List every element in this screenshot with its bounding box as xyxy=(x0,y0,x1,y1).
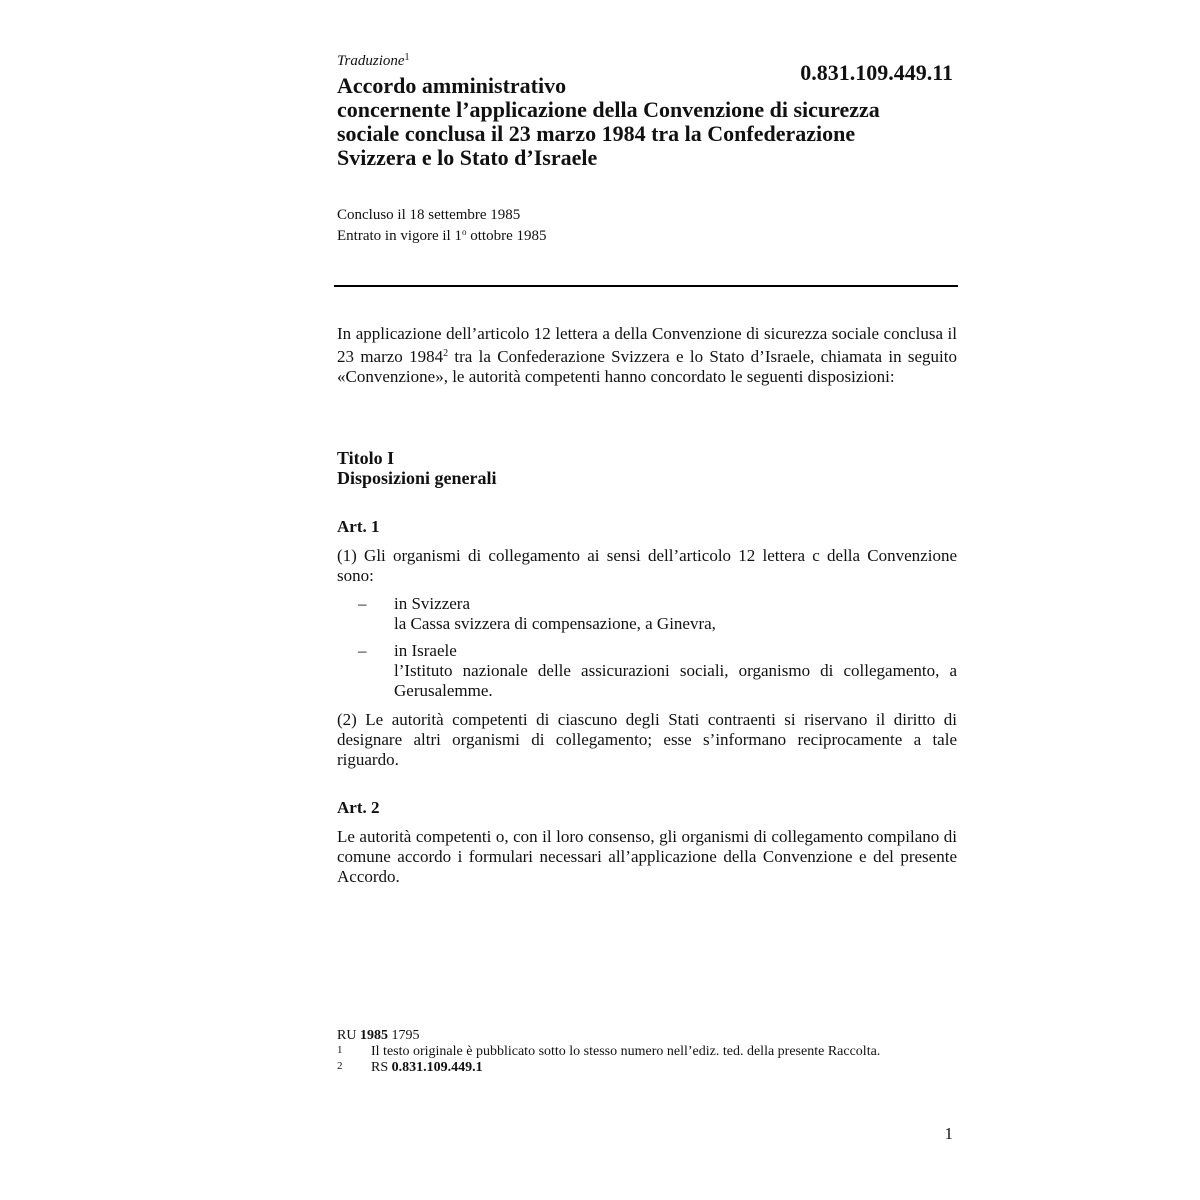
title-line: Accordo amministrativo xyxy=(337,73,567,98)
header-divider xyxy=(334,285,958,287)
section-heading xyxy=(337,448,497,488)
document-title xyxy=(337,74,957,170)
translation-label: Traduzione xyxy=(337,53,405,69)
article-1-paragraph-1: (1) Gli organismi di collegamento ai sensi dell’articolo 12 lettera c della Convenzione sono: xyxy=(337,546,957,585)
page-footer xyxy=(337,1028,957,1076)
system-number: 0.831.109.449.11 xyxy=(800,60,953,85)
article-1-heading: Art. 1 xyxy=(337,517,380,536)
footnote-ref-1[interactable]: 1 xyxy=(404,52,410,63)
sr-number-link[interactable]: 0.831.109.449.1 xyxy=(391,1060,483,1075)
official-collection-ref: RU 1985 1795 xyxy=(337,1028,420,1043)
list-dash: – xyxy=(358,594,367,613)
footnote-ref-2[interactable]: 2 xyxy=(443,348,449,359)
dates-block xyxy=(337,207,546,245)
list-item-text: in Svizzera la Cassa svizzera di compensazione, a Ginevra, xyxy=(394,594,716,633)
list-item-text: in Israele l’Istituto nazionale delle assicurazioni sociali, organismo di collegamento, a Gerusalemme. xyxy=(394,641,957,700)
footnote-number: 2 xyxy=(337,1060,343,1072)
concluded-date: Concluso il 18 settembre 1985 xyxy=(337,207,521,223)
document-page xyxy=(337,0,957,1200)
title-line: sociale conclusa il 23 marzo 1984 tra la Confederazione xyxy=(337,121,856,146)
title-line: Svizzera e lo Stato d’Israele xyxy=(337,145,598,170)
footnote-1 xyxy=(337,1044,931,1060)
footnote-text: Il testo originale è pubblicato sotto lo stesso numero nell’ediz. ted. della presente Raccolta. xyxy=(371,1044,881,1059)
preamble-paragraph: In applicazione dell’articolo 12 lettera a della Convenzione di sicurezza sociale conclusa il 23 marzo 1984$^2$ tra la Confederazione Svizzera e lo Stato d’Israele, chiamata in seguito «Convenzione», le autorità competenti hanno concordato le seguenti disposizioni: xyxy=(337,324,957,386)
section-number: Titolo I xyxy=(337,448,395,468)
article-2-heading: Art. 2 xyxy=(337,798,380,817)
article-2-paragraph: Le autorità competenti o, con il loro consenso, gli organismi di collegamento compilano di comune accordo i formulari necessari all’applicazione della Convenzione e del presente Accordo. xyxy=(337,827,957,886)
footnote-number: 1 xyxy=(337,1044,343,1056)
page-number: 1 xyxy=(944,1124,953,1143)
footnote-2: 2 RS 0.831.109.449.1 xyxy=(337,1060,483,1075)
section-title: Disposizioni generali xyxy=(337,468,497,488)
in-force-date: Entrato in vigore il 1$^o$ ottobre 1985 xyxy=(337,227,547,244)
list-dash: – xyxy=(358,641,367,660)
article-1-paragraph-2: (2) Le autorità competenti di ciascuno degli Stati contraenti si riservano il diritto di designare altri organismi di collegamento; esse s’informano reciprocamente a tale riguardo. xyxy=(337,710,957,769)
title-line: concernente l’applicazione della Convenzione di sicurezza xyxy=(337,97,880,122)
translation-note xyxy=(337,52,410,70)
